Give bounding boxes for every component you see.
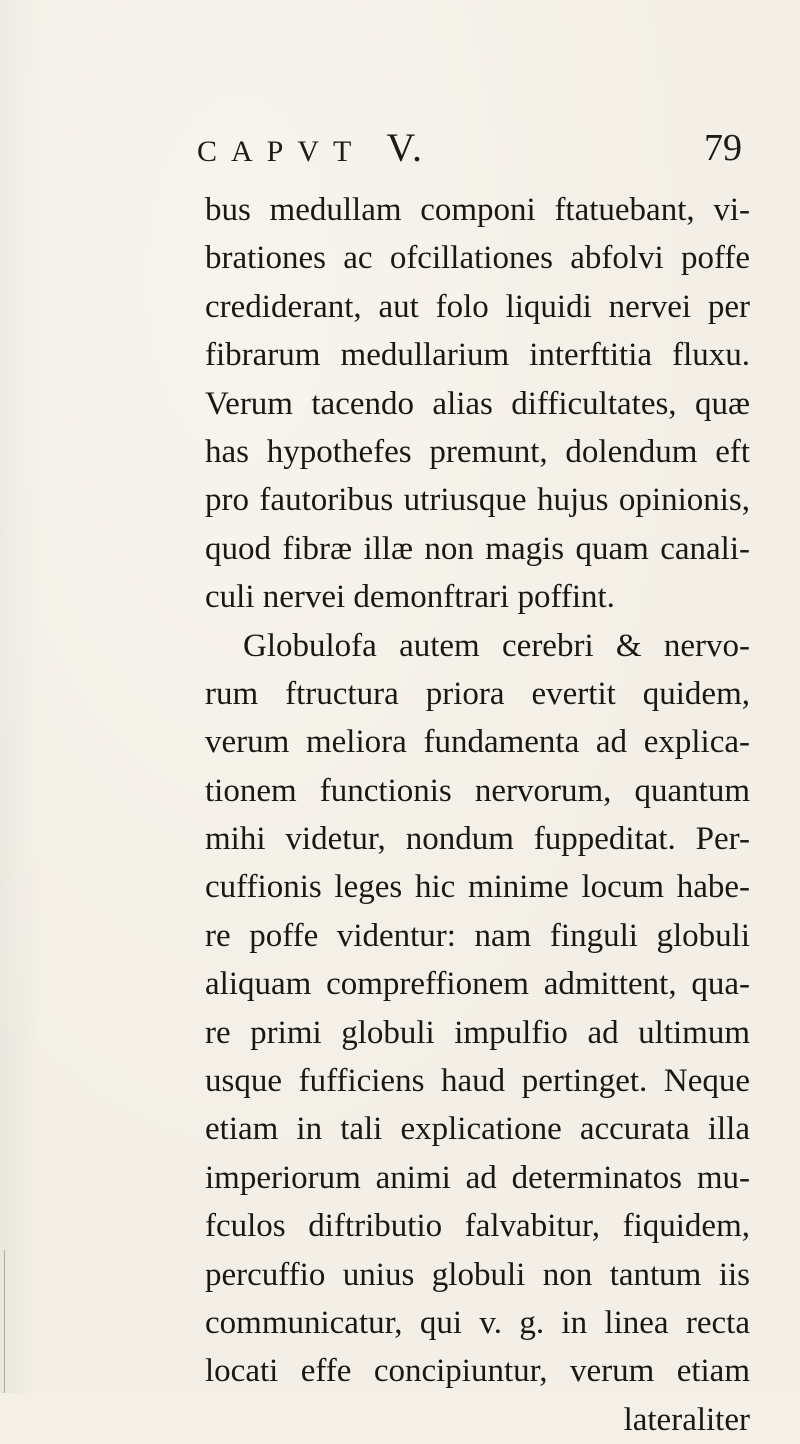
running-title-text: CAPVT xyxy=(197,135,365,168)
page-number: 79 xyxy=(704,127,742,169)
text-line: mihi videtur, nondum fuppeditat. Per- xyxy=(205,821,750,858)
text-line: pro fautoribus utriusque hujus opinionis, xyxy=(205,482,750,519)
text-line: crediderant, aut folo liquidi nervei per xyxy=(205,288,750,325)
text-line-paragraph-start: Globulofa autem cerebri & nervo- xyxy=(243,627,750,664)
text-line: imperiorum animi ad determinatos mu- xyxy=(205,1159,750,1196)
page-header xyxy=(0,125,800,178)
text-line: Verum tacendo alias difficultates, quæ xyxy=(205,385,750,422)
text-line: aliquam compreffionem admittent, qua- xyxy=(205,966,750,1003)
text-line: locati effe concipiuntur, verum etiam xyxy=(205,1353,750,1390)
text-line: tionem functionis nervorum, quantum xyxy=(205,772,750,809)
text-line: re primi globuli impulfio ad ultimum xyxy=(205,1014,750,1051)
text-line: fibrarum medullarium interftitia fluxu. xyxy=(205,337,750,374)
text-line-paragraph-end: culi nervei demonftrari poffint. xyxy=(205,579,615,616)
body-text xyxy=(205,186,750,1444)
text-line: etiam in tali explicatione accurata illa xyxy=(205,1111,750,1148)
text-line: fculos diftributio falvabitur, fiquidem, xyxy=(205,1208,750,1245)
text-line: quod fibræ illæ non magis quam canali- xyxy=(205,530,750,567)
text-line: percuffio unius globuli non tantum iis xyxy=(205,1256,750,1293)
text-line: communicatur, qui v. g. in linea recta xyxy=(205,1304,750,1341)
text-line: has hypothefes premunt, dolendum eft xyxy=(205,433,750,470)
text-line: rum ftructura priora evertit quidem, xyxy=(205,675,750,712)
gutter-shadow xyxy=(4,1250,5,1393)
text-line: re poffe videntur: nam finguli globuli xyxy=(205,917,750,954)
text-line: verum meliora fundamenta ad explica- xyxy=(205,724,750,761)
catchword: lateraliter xyxy=(623,1401,750,1438)
text-line: brationes ac ofcillationes abfolvi poffe xyxy=(205,240,750,277)
text-line: bus medullam componi ftatuebant, vi- xyxy=(205,192,750,228)
text-line: usque fufficiens haud pertinget. Neque xyxy=(205,1063,750,1100)
running-title xyxy=(197,125,425,172)
chapter-number: V. xyxy=(386,125,425,170)
text-line: cuffionis leges hic minime locum habe- xyxy=(205,869,750,906)
